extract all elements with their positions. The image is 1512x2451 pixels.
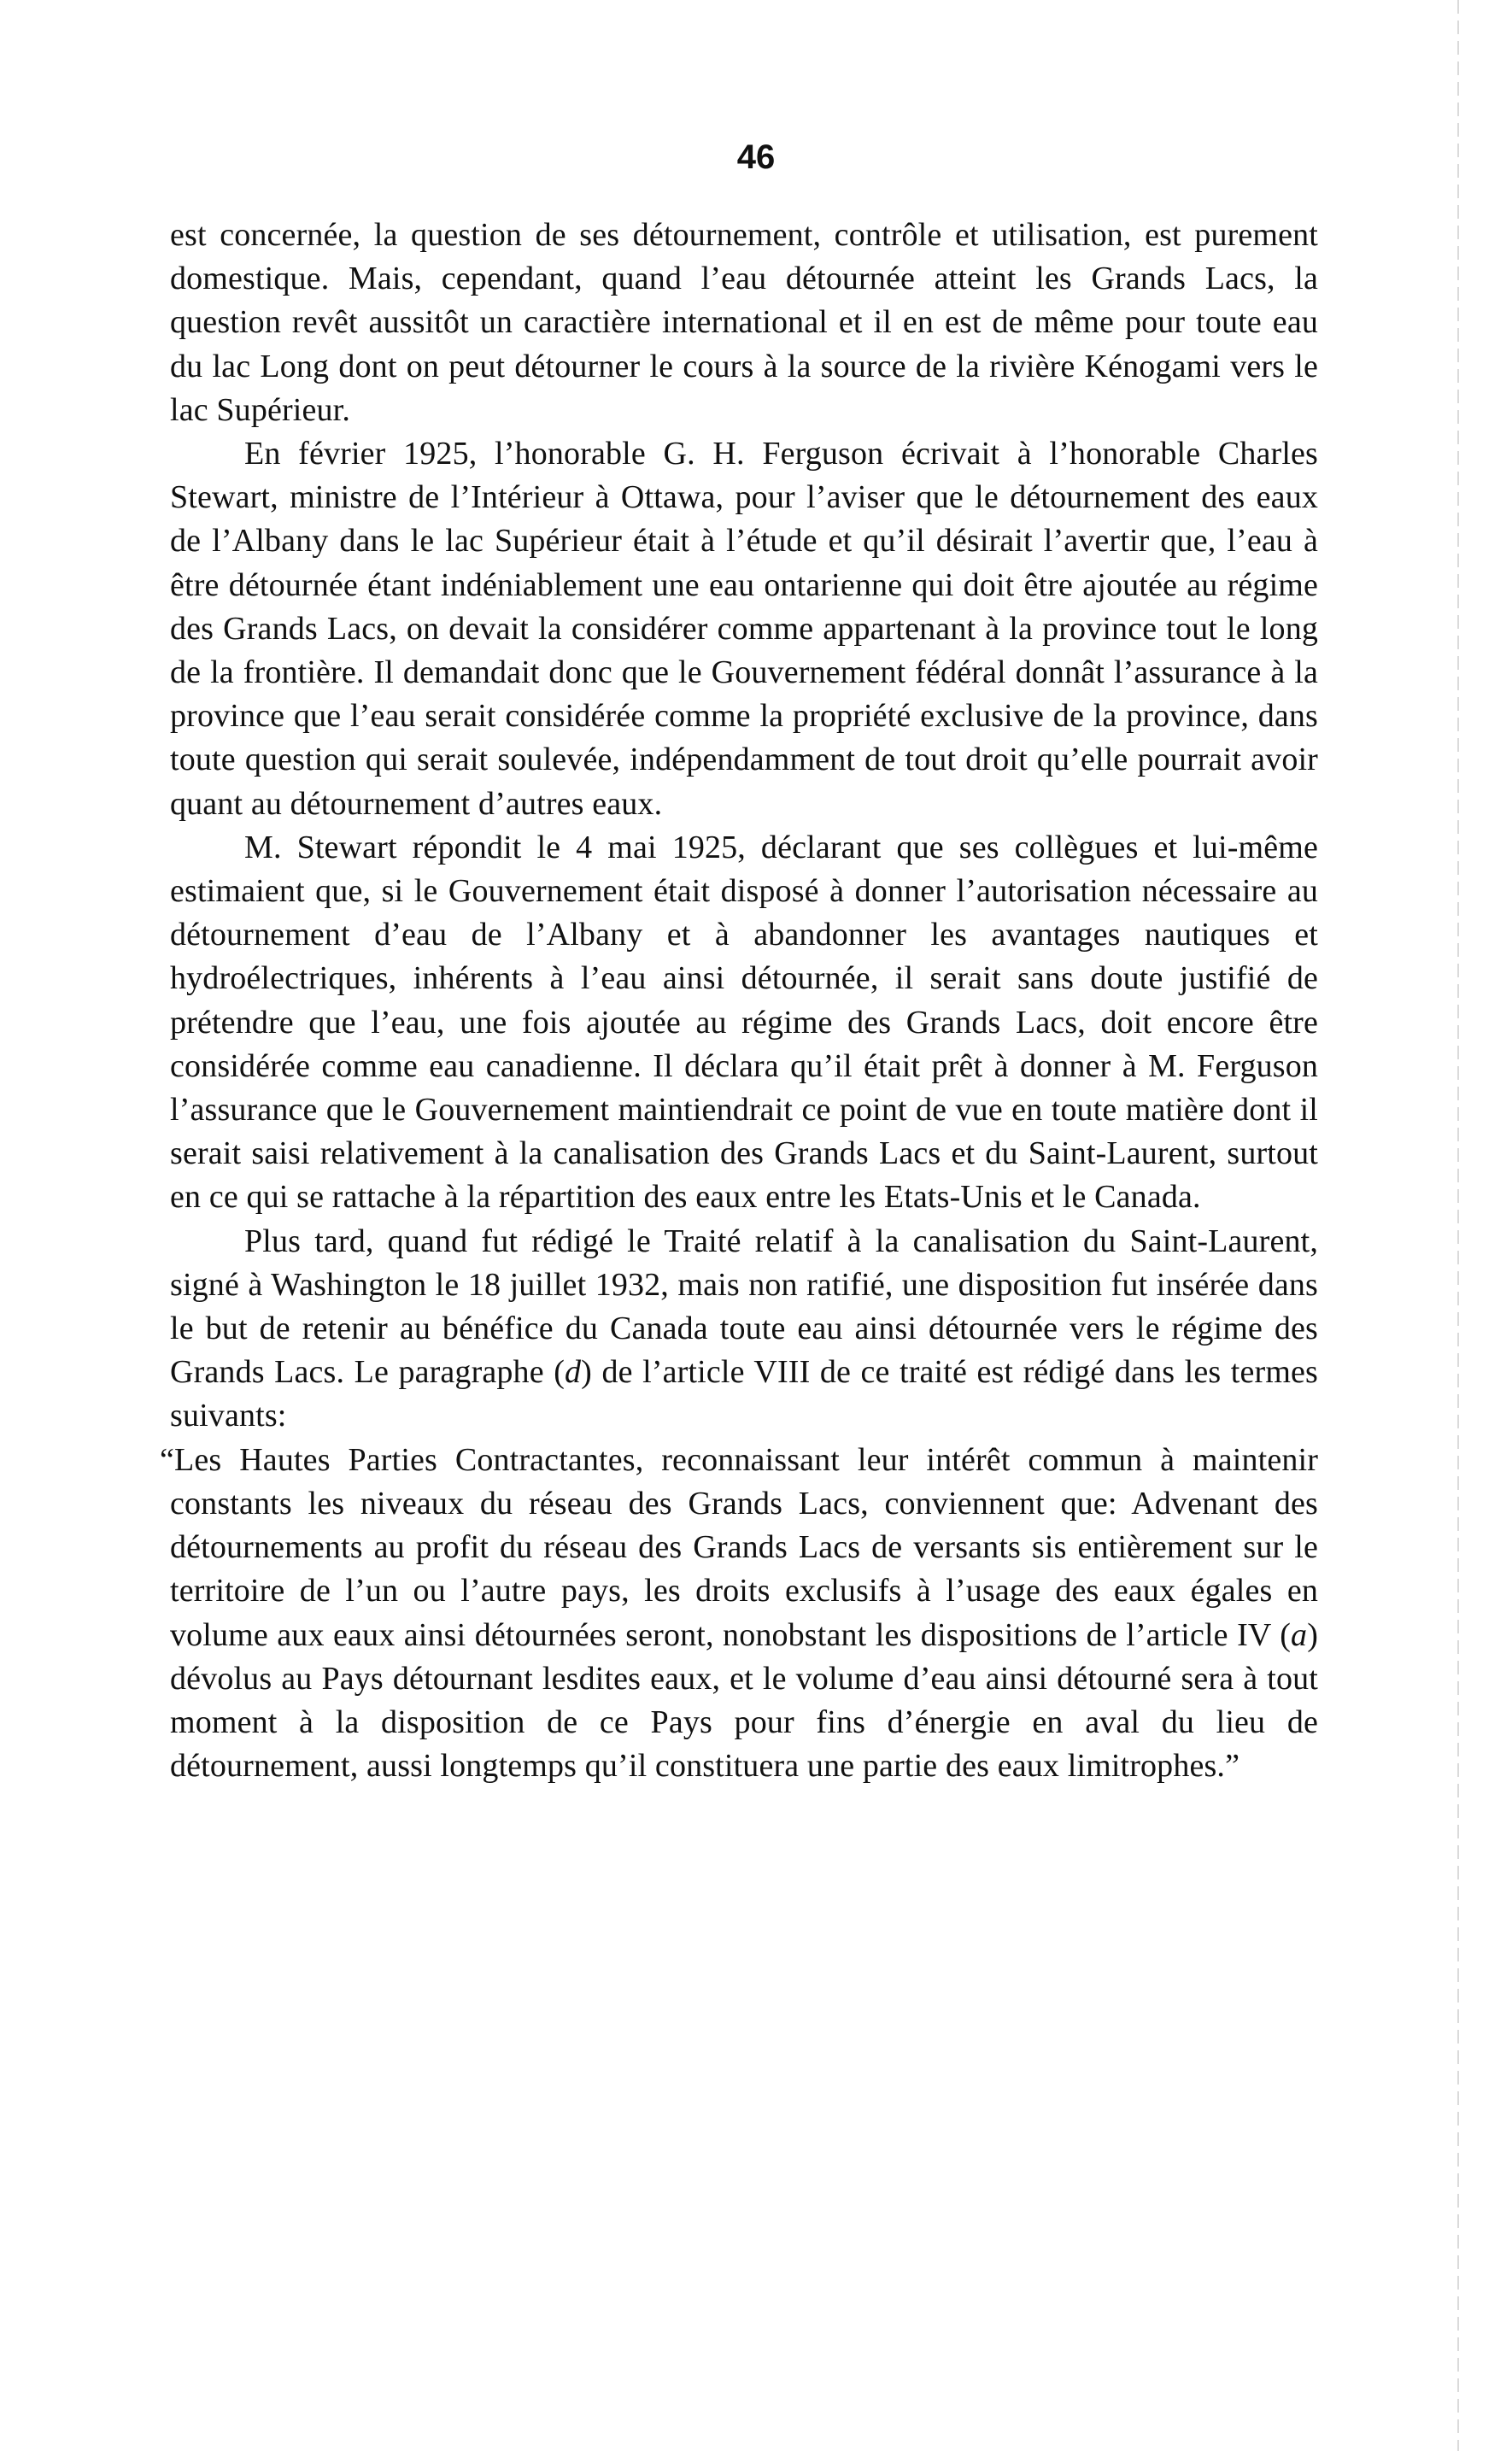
paragraph-4-italic-letter: d	[565, 1354, 582, 1391]
treaty-quotation	[160, 1439, 1318, 1789]
paragraph-4-text-end: ) de l’article VIII de ce traité est rédigé dans les termes suivants:	[170, 1354, 1318, 1434]
quotation-close-mark: ”	[1225, 1748, 1240, 1785]
scan-edge-line	[1457, 0, 1459, 2451]
paragraph-4-text-start: Plus tard, quand fut rédigé le Traité relatif à la canalisation du Saint-Laurent, signé à Washington le 18 juillet 1932, mais non ratifié, une disposition fut insérée dans le but de retenir au bénéfice du Canada toute eau ainsi détournée vers le régime des Grands Lacs. Le paragraphe (	[170, 1223, 1318, 1391]
page-number: 46	[736, 138, 776, 176]
quotation-open-mark: “	[160, 1441, 175, 1478]
paragraph-3: M. Stewart répondit le 4 mai 1925, déclarant que ses collègues et lui-même estimaient que, si le Gouvernement était disposé à donner l’autorisation nécessaire au détournement d’eau de l’Albany et à abandonner les avantages nautiques et hydroélectriques, inhérents à l’eau ainsi détournée, il serait sans doute justifié de prétendre que l’eau, une fois ajoutée au régime des Grands Lacs, doit encore être considérée comme eau canadienne. Il déclara qu’il était prêt à donner à M. Ferguson l’assurance que le Gouvernement maintiendrait ce point de vue en toute matière dont il serait saisi relativement à la canalisation des Grands Lacs et du Saint-Laurent, surtout en ce qui se rattache à la répartition des eaux entre les Etats-Unis et le Canada.	[170, 829, 1318, 1216]
quotation-italic-letter: a	[1291, 1616, 1308, 1653]
paragraph-2: En février 1925, l’honorable G. H. Ferguson écrivait à l’honorable Charles Stewart, ministre de l’Intérieur à Ottawa, pour l’aviser que le détournement des eaux de l’Albany dans le lac Supérieur était à l’étude et qu’il désirait l’avertir que, l’eau à être détournée étant indéniablement une eau ontarienne qui doit être ajoutée au régime des Grands Lacs, on devait la considérer comme appartenant à la province tout le long de la frontière. Il demandait donc que le Gouvernement fédéral donnât l’assurance à la province que l’eau serait considérée comme la propriété exclusive de la province, dans toute question qui serait soulevée, indépendamment de tout droit qu’elle pourrait avoir quant au détournement d’autres eaux.	[170, 436, 1318, 822]
paragraph-1: est concernée, la question de ses détournement, contrôle et utilisation, est purement domestique. Mais, cependant, quand l’eau détournée atteint les Grands Lacs, la question revêt aussitôt un caractière international et il en est de même pour toute eau du lac Long dont on peut détourner le cours à la source de la rivière Kénogami vers le lac Supérieur.	[170, 217, 1318, 428]
quotation-text-end: ) dévolus au Pays détournant lesdites eaux, et le volume d’eau ainsi détourné sera à tout moment à la disposition de ce Pays pour fins d’énergie en aval du lieu de détournement, aussi longtemps qu’il constituera une partie des eaux limitrophes.	[170, 1616, 1318, 1785]
body-text	[160, 214, 1318, 1788]
paragraph-4	[170, 1220, 1318, 1439]
quotation-text-start: Les Hautes Parties Contractantes, reconnaissant leur intérêt commun à maintenir constants les niveaux du réseau des Grands Lacs, conviennent que: Advenant des détournements au profit du réseau des Grands Lacs de versants sis entièrement sur le territoire de l’un ou l’autre pays, les droits exclusifs à l’usage des eaux égales en volume aux eaux ainsi détournées seront, nonobstant les dispositions de l’article IV (	[170, 1441, 1318, 1653]
